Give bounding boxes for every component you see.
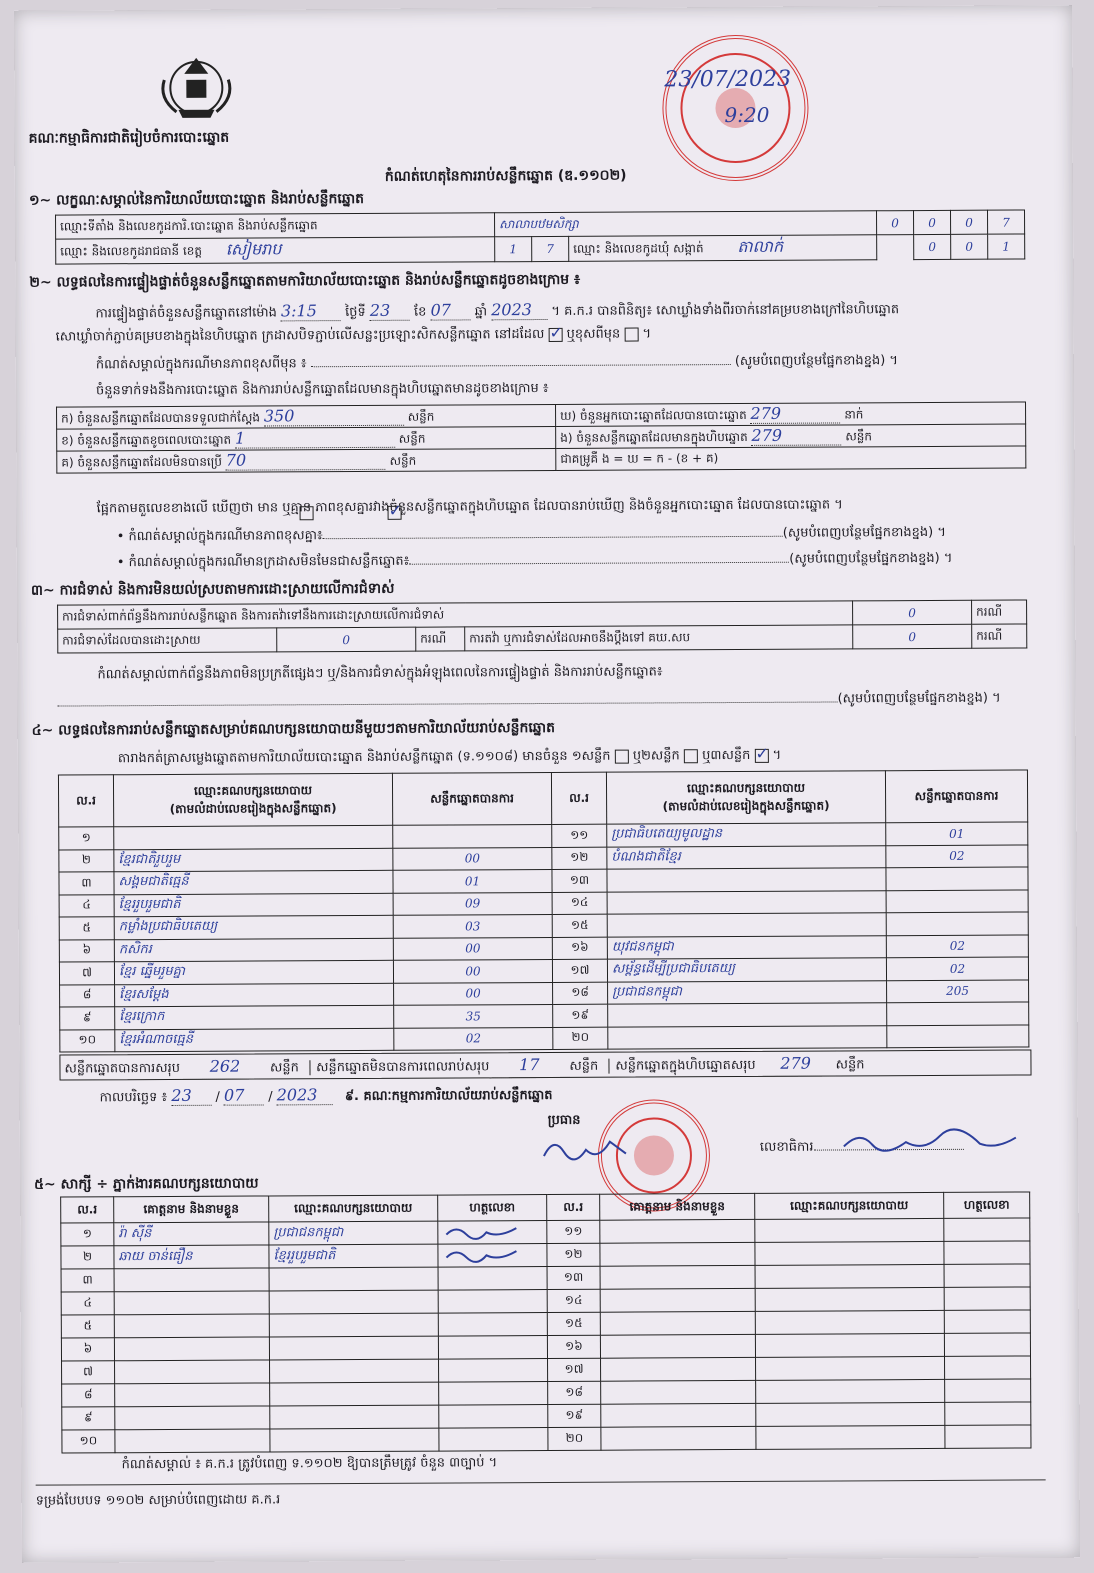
party-votes: 205 <box>887 979 1029 1002</box>
total-valid-value: 262 <box>180 1054 270 1079</box>
party-votes: 01 <box>393 869 552 892</box>
section5-heading: ៥~ សាក្សី ÷ ភ្នាក់ងារគណបក្សនយោបាយ <box>34 1175 259 1193</box>
witness-no: ១៨ <box>548 1381 601 1404</box>
case-unit: ករណី <box>416 627 465 651</box>
witness-no: ៨ <box>62 1384 115 1407</box>
witness-no: ៧ <box>62 1361 115 1384</box>
ballots-in-box-value: 279 <box>751 425 841 445</box>
counts-intro: ចំនួនទាក់ទងនឹងការបោះឆ្នោត និងការរាប់សន្លឹកឆ្នោតដែលមានក្នុងហិបឆ្នោតមានដូចខាងក្រោម ៖ <box>95 380 549 399</box>
witness-party <box>756 1379 945 1403</box>
witness-name <box>600 1288 755 1312</box>
intact-checkbox[interactable] <box>548 327 562 341</box>
witness-name <box>114 1291 269 1315</box>
witness-party <box>755 1287 944 1311</box>
stamp-time: 9:20 <box>724 102 770 128</box>
three-sheets-checkbox[interactable] <box>754 748 768 762</box>
witness-signature <box>439 1405 548 1429</box>
spoiled-ballots-row: ខ) ចំនួនសន្លឹកឆ្នោតខូចពេលបោះឆ្នោត 1 សន្លឹក <box>57 426 556 451</box>
witness-party <box>755 1241 944 1265</box>
table-row <box>62 1425 1031 1453</box>
counts-table <box>56 401 1026 473</box>
witness-signature <box>438 1267 547 1291</box>
party-name <box>607 890 886 914</box>
section3-heading: ៣~ ការជំទាស់ និងការមិនយល់ស្របតាមការដោះស្រាយលើការជំទាស់ <box>30 580 395 599</box>
witness-no: ៩ <box>62 1407 115 1430</box>
province-value: សៀមរាប <box>225 239 282 259</box>
party-votes <box>393 824 552 847</box>
location-table <box>55 209 1025 264</box>
party-votes: 02 <box>394 1027 553 1050</box>
party-name <box>607 913 886 937</box>
verification-time: 3:15 <box>281 301 341 321</box>
witness-no: ២០ <box>548 1427 601 1450</box>
witness-party: ប្រជាជនកម្ពុជា <box>269 1221 438 1245</box>
witness-no: ៣ <box>61 1269 114 1292</box>
party-name <box>607 868 886 892</box>
witness-name <box>601 1380 756 1404</box>
party-no: ១៣ <box>552 869 607 892</box>
party-votes: 35 <box>394 1004 553 1027</box>
witness-no: ៦ <box>61 1338 114 1361</box>
witness-party <box>756 1425 945 1449</box>
witness-name <box>601 1426 756 1450</box>
col-name: គោត្តនាម និងនាមខ្លួន <box>114 1196 269 1223</box>
document-page <box>14 5 1080 1563</box>
difference-bullet: • កំណត់សម្គាល់ក្នុងករណីមានភាពខុសគ្នា៖ (សូមបំពេញបន្ថែមផ្នែកខាងខ្នង) ។ <box>116 524 946 545</box>
chair-signature <box>540 1132 630 1168</box>
witness-table <box>60 1191 1031 1453</box>
witness-name <box>115 1383 270 1407</box>
party-votes: 00 <box>393 937 552 960</box>
party-no: ១០ <box>60 1029 115 1052</box>
col-party: ឈ្មោះគណបក្សនយោបាយ <box>269 1195 438 1222</box>
witness-signature <box>438 1290 547 1314</box>
difference-no-checkbox[interactable] <box>388 505 402 519</box>
party-votes: 02 <box>886 957 1028 980</box>
commune-cell: ឈ្មោះ និងលេខកូដឃុំ សង្កាត់ តាលាក់ <box>569 235 877 262</box>
party-no: ២ <box>59 849 114 872</box>
witness-party <box>270 1405 439 1429</box>
witness-party: ខ្មែររួបរួមជាតិ <box>269 1244 438 1268</box>
location-code-digit: 0 <box>877 211 914 235</box>
party-name: ខ្មែរជាតិរួបរួម <box>114 848 393 872</box>
party-votes <box>886 867 1028 890</box>
date-line: កាលបរិច្ឆេទ ៖ 23 / 07 / 2023 ៩. គណៈកម្មការការិយាល័យរាប់សន្លឹកឆ្នោត <box>99 1085 553 1106</box>
witness-no: ១១ <box>547 1220 600 1243</box>
witness-signature <box>439 1428 548 1452</box>
voters-row: ឃ) ចំនួនអ្នកបោះឆ្នោតដែលបានបោះឆ្នោត 279 នាក់ <box>556 402 1026 426</box>
footer-note: កំណត់សម្គាល់ ៖ គ.ក.រ ត្រូវបំពេញ ទ.១១០២ ឱ្យបានត្រឹមត្រូវ ចំនួន ៣ច្បាប់ ។ <box>121 1455 498 1473</box>
witness-no: ១៣ <box>547 1266 600 1289</box>
totals-line: សន្លឹកឆ្នោតបានការសរុប 262 សន្លឹក សន្លឹកឆ្នោតមិនបានការពេលរាប់សរុប 17 សន្លឹក សន្លឹកឆ្នោតក្នុងហិបឆ្នោតសរុប 279 សន្លឹក <box>59 1049 1031 1080</box>
two-sheets-checkbox[interactable] <box>684 749 698 763</box>
appeal-value: 0 <box>853 624 972 649</box>
verification-year: 2023 <box>491 300 547 320</box>
witness-party <box>755 1333 944 1357</box>
witness-name <box>114 1337 269 1361</box>
commune-value: តាលាក់ <box>737 236 784 256</box>
section4-heading: ៤~ លទ្ធផលនៃការរាប់សន្លឹកឆ្នោតសម្រាប់គណបក្សនយោបាយនីមួយៗតាមការិយាល័យរាប់សន្លឹកឆ្នោត <box>31 719 556 739</box>
total-invalid-value: 17 <box>489 1053 569 1078</box>
chair-label: ប្រធាន <box>547 1112 581 1129</box>
witness-no: ២ <box>61 1246 114 1269</box>
witness-signature <box>438 1221 547 1245</box>
witness-signature <box>944 1333 1030 1356</box>
province-code-digit: 1 <box>495 237 532 262</box>
resolved-label: ការជំទាស់ដែលបានដោះស្រាយ <box>58 628 277 653</box>
party-name: ខ្មែរសម្ដែង <box>115 983 394 1007</box>
unused-ballots-value: 70 <box>226 450 386 471</box>
party-name: ខ្មែររួបរួមជាតិ <box>114 893 393 917</box>
witness-no: ១៩ <box>548 1404 601 1427</box>
witness-party <box>756 1356 945 1380</box>
date-day: 23 <box>171 1086 211 1106</box>
witness-signature <box>438 1336 547 1360</box>
party-votes: 02 <box>886 934 1028 957</box>
witness-name <box>600 1311 755 1335</box>
party-results-table <box>58 769 1029 1052</box>
witness-name <box>600 1219 755 1243</box>
location-code-digit: 0 <box>951 210 988 234</box>
party-name <box>114 825 393 849</box>
witness-party <box>756 1402 945 1426</box>
difference-note: កំណត់សម្គាល់ក្នុងករណីមានភាពខុសពីមុន ៖ (សូមបំពេញបន្ថែមផ្នែកខាងខ្នង) ។ <box>95 353 898 373</box>
witness-no: ១៥ <box>547 1312 600 1335</box>
party-name: សង្គមជាតិធ្មេនី <box>114 870 393 894</box>
party-no: ៧ <box>59 962 114 985</box>
location-label: ឈ្មោះទីតាំង និងលេខកូដការិ.បោះឆ្នោត និងរាប់សន្លឹកឆ្នោត <box>56 213 495 239</box>
witness-name <box>114 1268 269 1292</box>
party-name: ខ្មែរក្រោក <box>115 1005 394 1029</box>
stamp-date: 23/07/2023 <box>664 66 792 93</box>
verification-line: ការផ្ទៀងផ្ទាត់ចំនួនសន្លឹកឆ្នោតនៅម៉ោង 3:15 ថ្ងៃទី 23 ខែ 07 ឆ្នាំ 2023 ។ គ.ក.រ បានពិនិត្យ៖ សោឃ្លាំងទាំងពីរចាក់នៅគម្របខាងក្រៅនៃហិបឆ្នោត <box>95 300 900 322</box>
commune-code-digit: 0 <box>914 234 951 259</box>
case-unit: ករណី <box>972 600 1027 624</box>
party-votes: 02 <box>886 844 1028 867</box>
witness-name: រ៉ា ស៊ីនី <box>114 1222 269 1246</box>
col-no: ល.រ <box>61 1197 114 1223</box>
date-month: 07 <box>224 1085 264 1105</box>
party-no: ១៦ <box>552 937 607 960</box>
party-no: ៨ <box>60 984 115 1007</box>
resolved-value: 0 <box>277 627 416 652</box>
witness-party <box>270 1359 439 1383</box>
witness-name <box>114 1314 269 1338</box>
witness-name <box>601 1403 756 1427</box>
irregularity-note: កំណត់សម្គាល់ពាក់ព័ន្ធនឹងភាពមិនប្រក្រតីផ្សេងៗ ឬ/និងការជំទាស់ក្នុងអំឡុងពេលនៃការផ្ទៀងផ្ទាត់ និងការរាប់សន្លឹកឆ្នោត៖ <box>97 664 663 683</box>
party-name: ប្រជាធិបតេយ្យមូលដ្ឋាន <box>607 823 886 847</box>
party-name: ខ្មែរអំណាចធ្មេនី <box>115 1028 394 1052</box>
province-label: ឈ្មោះ និងលេខកូដរាជធានី ខេត្ត សៀមរាប <box>56 237 495 264</box>
witness-name <box>600 1334 755 1358</box>
footer-divider <box>36 1479 1046 1485</box>
province-code-digit: 7 <box>532 236 569 261</box>
party-no: ៣ <box>59 872 114 895</box>
witness-signature <box>944 1264 1030 1287</box>
witness-signature <box>439 1359 548 1383</box>
document-title: កំណត់ហេតុនៃការរាប់សន្លឹកឆ្នោត (ឌ.១១០២) <box>384 167 627 185</box>
witness-name <box>600 1242 755 1266</box>
unused-ballots-row: គ) ចំនួនសន្លឹកឆ្នោតដែលមិនបានប្រើ 70 សន្លឹក <box>57 448 556 473</box>
party-no: ៤ <box>59 894 114 917</box>
witness-party <box>270 1382 439 1406</box>
non-ballot-bullet: • កំណត់សម្គាល់ក្នុងករណីមានក្រដាសមិនមែនជាសន្លឹកឆ្នោត៖ (សូមបំពេញបន្ថែមផ្នែកខាងខ្នង) ។ <box>116 550 953 571</box>
section1-heading: ១~ លក្ខណៈសម្គាល់នៃការិយាល័យបោះឆ្នោត និងរាប់សន្លឹកឆ្នោត <box>28 190 365 209</box>
committee-name: គណៈកម្មាធិការជាតិរៀបចំការបោះឆ្នោត <box>28 129 230 147</box>
party-votes: 09 <box>393 892 552 915</box>
witness-party <box>269 1267 438 1291</box>
table-row <box>60 1024 1029 1052</box>
party-votes: 03 <box>393 914 552 937</box>
witness-name <box>115 1360 270 1384</box>
witness-signature <box>944 1287 1030 1310</box>
witness-no: ១៦ <box>547 1335 600 1358</box>
received-ballots-row: ក) ចំនួនសន្លឹកឆ្នោតដែលបានទទួលជាក់ស្តែង 350 សន្លឹក <box>57 404 556 429</box>
complaints-value: 0 <box>853 600 972 625</box>
complaints-label: ការជំទាស់ពាក់ព័ន្ធនឹងការរាប់សន្លឹកឆ្នោត និងការតវ៉ាទៅនឹងការដោះស្រាយលើការជំទាស់ <box>58 601 853 629</box>
commune-code-digit: 1 <box>988 234 1025 259</box>
party-votes <box>886 912 1028 935</box>
col-party: ឈ្មោះគណបក្សនយោបាយ (តាមលំដាប់លេខរៀងក្នុងសន្លឹកឆ្នោត) <box>606 771 885 824</box>
party-name: ខ្មែរ ឆ្នើមរួមគ្នា <box>114 960 393 984</box>
col-name: គោត្តនាម និងនាមខ្លួន <box>600 1193 755 1220</box>
party-votes: 00 <box>393 847 552 870</box>
witness-no: ១០ <box>62 1430 115 1453</box>
witness-party <box>755 1264 944 1288</box>
witness-name <box>601 1357 756 1381</box>
party-votes: 01 <box>886 822 1028 845</box>
party-name <box>608 1025 887 1049</box>
witness-party <box>269 1313 438 1337</box>
witness-party <box>755 1310 944 1334</box>
party-no: ៥ <box>59 917 114 940</box>
party-no: ១៧ <box>552 959 607 982</box>
section2-heading: ២~ លទ្ធផលនៃការផ្ទៀងផ្ទាត់ចំនួនសន្លឹកឆ្នោតតាមការិយាល័យបោះឆ្នោត និងរាប់សន្លឹកឆ្នោតដូចខាងក្រោម ៖ <box>29 271 581 291</box>
date-year: 2023 <box>277 1085 333 1105</box>
col-party: ឈ្មោះគណបក្សនយោបាយ (តាមលំដាប់លេខរៀងក្នុងសន្លឹកឆ្នោត) <box>113 773 392 826</box>
witness-signature <box>945 1356 1031 1379</box>
witness-signature <box>438 1313 547 1337</box>
witness-no: ៤ <box>61 1292 114 1315</box>
form-note: ទម្រង់បែបបទ ១១០២ សម្រាប់បំពេញដោយ គ.ក.រ <box>35 1492 281 1509</box>
difference-yes-checkbox[interactable] <box>300 506 314 520</box>
secretary-signature <box>840 1128 1020 1157</box>
total-box-value: 279 <box>756 1051 836 1076</box>
party-no: ២០ <box>553 1027 608 1050</box>
witness-signature <box>439 1382 548 1406</box>
witness-party <box>270 1428 439 1452</box>
witness-party <box>269 1336 438 1360</box>
ballots-in-box-row: ង) ចំនួនសន្លឹកឆ្នោតដែលមានក្នុងហិបឆ្នោត 279 សន្លឹក <box>556 424 1026 448</box>
witness-party <box>755 1218 944 1242</box>
witness-signature <box>944 1310 1030 1333</box>
witness-no: ១២ <box>547 1243 600 1266</box>
party-name: សម្ព័ន្ធដើម្បីប្រជាធិបតេយ្យ <box>607 958 886 982</box>
complaints-table <box>57 599 1027 653</box>
col-votes: សន្លឹកឆ្នោតបានការ <box>885 770 1027 823</box>
secretary-line: លេខាធិការ <box>760 1138 964 1158</box>
col-no: ល.រ <box>547 1194 600 1220</box>
location-code-digit: 7 <box>988 210 1025 234</box>
witness-name <box>600 1265 755 1289</box>
party-no: ១១ <box>552 824 607 847</box>
witness-name <box>115 1429 270 1453</box>
changed-checkbox[interactable] <box>624 327 638 341</box>
received-ballots-value: 350 <box>264 406 404 427</box>
witness-party <box>269 1290 438 1314</box>
party-name: កម្លាំងប្រជាធិបតេយ្យ <box>114 915 393 939</box>
party-no: ៦ <box>59 939 114 962</box>
party-name <box>608 1003 887 1027</box>
party-name: បំណងជាតិខ្មែរ <box>607 845 886 869</box>
party-votes <box>887 1024 1029 1047</box>
case-unit: ករណី <box>972 624 1027 648</box>
party-no: ១៥ <box>552 914 607 937</box>
party-no: ៩ <box>60 1007 115 1030</box>
spoiled-ballots-value: 1 <box>235 428 395 449</box>
col-no: ល.រ <box>551 772 606 824</box>
commune-code-digit: 0 <box>951 234 988 259</box>
party-votes: 00 <box>393 959 552 982</box>
verification-month: 07 <box>430 300 470 320</box>
witness-no: ១ <box>61 1223 114 1246</box>
witness-signature <box>438 1244 547 1268</box>
location-value: សាលាបឋមសិក្សា <box>495 211 877 237</box>
witness-no: ៥ <box>61 1315 114 1338</box>
appeal-label: ការតវ៉ា ឬការជំទាស់ដែលអាចនឹងប្តឹងទៅ គឃ.សប <box>465 625 853 651</box>
seal-line: សោឃ្លាំចាក់ភ្ជាប់គម្របខាងក្នុងនៃហិបឆ្នោត ក្រដាសបិទភ្ជាប់លើសន្លះប្រឡោះសិកសន្លឹកឆ្នោត នៅដដែល ✓ ឬខុសពីមុន ។ <box>56 325 652 347</box>
witness-name <box>115 1406 270 1430</box>
witness-signature <box>944 1218 1030 1241</box>
verification-day: 23 <box>370 301 410 321</box>
party-no: ១៨ <box>553 982 608 1005</box>
difference-check-line: ផ្អែកតាមតួលេខខាងលើ ឃើញថា មាន ឬគ្មាន ភាពខុសគ្នារវាងចំនួនសន្លឹកឆ្នោតក្នុងហិបឆ្នោត ដែលបានរាប់ឃើញ និងចំនួនអ្នកបោះឆ្នោត ដែលបានបោះឆ្នោត ។ <box>96 497 843 517</box>
col-votes: សន្លឹកឆ្នោតបានការ <box>392 772 551 825</box>
voters-value: 279 <box>750 403 840 423</box>
col-signature: ហត្ថលេខា <box>944 1192 1030 1218</box>
witness-name: ឆាយ ចាន់ធឿន <box>114 1245 269 1269</box>
party-votes <box>887 1002 1029 1025</box>
formula: ជាគម្រូគឺ ង = ឃ = ក - (ខ + គ) <box>556 446 1026 470</box>
col-no: ល.រ <box>58 775 113 827</box>
party-no: ១២ <box>552 847 607 870</box>
tally-sheets-line: តារាងកត់ត្រាសម្លេងឆ្នោតតាមការិយាល័យបោះឆ្នោត និងរាប់សន្លឹកឆ្នោត (ទ.១១០៨) មានចំនួន ១សន្លឹក ឬ២សន្លឹក ឬ៣សន្លឹក ✓ ។ <box>118 747 781 769</box>
col-signature: ហត្ថលេខា <box>438 1195 547 1222</box>
irregularity-note-line: (សូមបំពេញបន្ថែមផ្នែកខាងខ្នង) ។ <box>58 690 1001 714</box>
one-sheet-checkbox[interactable] <box>615 749 629 763</box>
witness-no: ១៧ <box>548 1358 601 1381</box>
witness-signature <box>945 1425 1031 1448</box>
location-code-digit: 0 <box>914 210 951 234</box>
party-name: ប្រជាជនកម្ពុជា <box>608 980 887 1004</box>
emblem-icon <box>154 50 238 126</box>
party-no: ១ <box>59 827 114 850</box>
party-votes <box>886 889 1028 912</box>
party-votes: 00 <box>394 982 553 1005</box>
party-name: យុវជនកម្ពុជា <box>607 935 886 959</box>
party-name: កសិករ <box>114 938 393 962</box>
col-party: ឈ្មោះគណបក្សនយោបាយ <box>755 1192 944 1219</box>
witness-no: ១៤ <box>547 1289 600 1312</box>
witness-signature <box>945 1379 1031 1402</box>
witness-signature <box>945 1402 1031 1425</box>
party-no: ១៤ <box>552 892 607 915</box>
witness-signature <box>944 1241 1030 1264</box>
party-no: ១៩ <box>553 1004 608 1027</box>
